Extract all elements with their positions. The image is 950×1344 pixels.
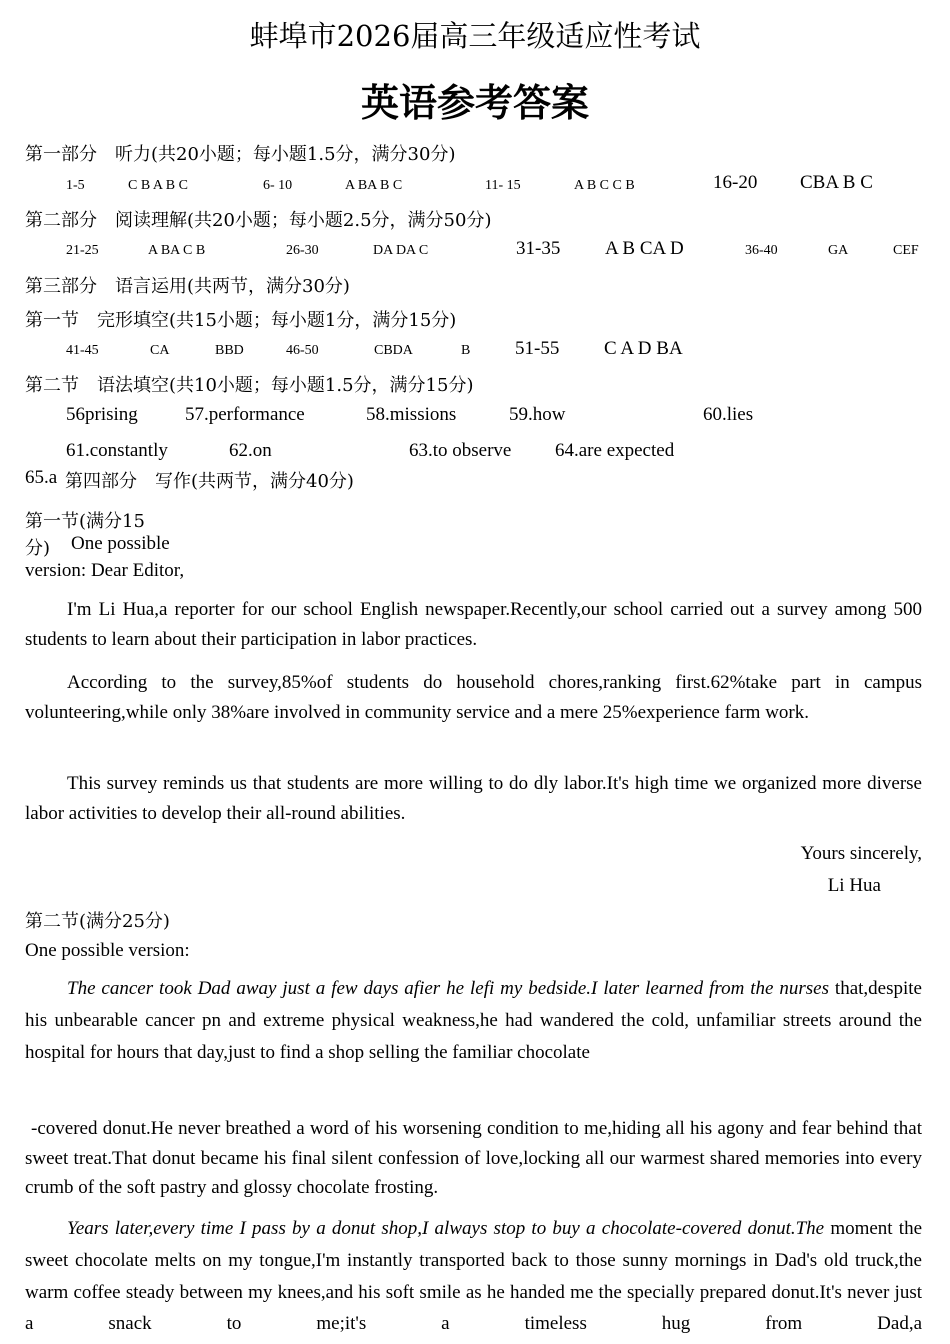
- story-paragraph: [25, 973, 922, 1068]
- answer-values: CBDA: [374, 343, 413, 358]
- answer-label: 26-30: [286, 243, 319, 258]
- part4-heading: 第四部分 写作(共两节，满分40分): [65, 471, 354, 492]
- grammar-answer: 65.a: [25, 467, 58, 488]
- grammar-answer: 59.how: [509, 404, 566, 425]
- version-label: One possible: [71, 533, 170, 554]
- story-paragraph: -covered donut.He never breathed a word of his worsening condition to me,hiding all his agony and fear behind that sweet treat.That donut became his final silent confession of love,locking all our warmest shared memories into every crumb of the soft pastry and glossy chocolate frosting.: [25, 1118, 922, 1198]
- grammar-answer: 63.to observe: [409, 440, 512, 461]
- answer-label: 51-55: [515, 338, 560, 359]
- grammar-answer: 58.missions: [366, 404, 457, 425]
- answer-label: 1-5: [66, 178, 85, 193]
- grammar-answer: 57.performance: [185, 404, 305, 425]
- story-text: that,despite his unbearable cancer pn and extreme physical weakness,he had wandered the cold, unfamiliar streets around the hospital for hours that day,just to find a shop selling the familiar chocolate: [25, 978, 922, 1063]
- answer-values: BBD: [215, 343, 244, 358]
- answer-values: A BA C B: [148, 243, 206, 258]
- part2-heading: 第二部分 阅读理解(共20小题；每小题2.5分，满分50分): [25, 210, 492, 231]
- letter-paragraph: According to the survey,85%of students do household chores,ranking first.62%take part in campus volunteering,while only 38%are involved in community service and a mere 25%experience farm work.: [25, 672, 922, 723]
- grammar-answer: 60.lies: [703, 404, 754, 425]
- part4-section1-heading-cont: 分): [25, 538, 51, 559]
- answer-values: A B CA D: [605, 238, 684, 259]
- story-text: moment the sweet chocolate melts on my tongue,I'm instantly transported back to those sunny mornings in Dad's old truck,the warm coffee steady between my knees,and his soft smile as he handed me the specially prepared donut.It's never just a snack to me;it's a timeless hug from Dad,a: [25, 1218, 923, 1335]
- answer-values: DA DA C: [373, 243, 429, 258]
- answer-values: CA: [150, 343, 170, 358]
- grammar-answer: 62.on: [229, 440, 272, 461]
- grammar-answer: 56prising: [66, 404, 138, 425]
- answer-label: 41-45: [66, 343, 99, 358]
- part4-section2-heading: 第二节(满分25分): [25, 911, 170, 932]
- part3-section1-heading: 第一节 完形填空(共15小题；每小题1分，满分15分): [25, 310, 457, 331]
- exam-title: 蚌埠市2026届高三年级适应性考试: [249, 19, 701, 53]
- answer-values: GA: [828, 243, 849, 258]
- letter-salutation: version: Dear Editor,: [25, 560, 185, 581]
- answer-label: 36-40: [745, 243, 778, 258]
- part4-section1-heading: 第一节(满分15: [25, 511, 145, 532]
- letter-closing: Yours sincerely,: [800, 843, 922, 864]
- letter-paragraph: This survey reminds us that students are more willing to do dly labor.It's high time we organized more diverse labor activities to develop their all-round abilities.: [25, 773, 922, 824]
- story-italic-opening: The cancer took Dad away just a few days afier he lefi my bedside.I later learned from the nurses: [67, 978, 829, 999]
- story-italic-opening: Years later,every time I pass by a donut shop,I always stop to buy a chocolate-covered donut.The: [67, 1218, 825, 1239]
- answer-label: 16-20: [713, 172, 758, 193]
- answer-values: CEF: [893, 243, 919, 258]
- answer-values: C B A B C: [128, 178, 188, 193]
- answer-values: C A D BA: [604, 338, 683, 359]
- answer-values: B: [461, 343, 471, 358]
- part3-section2-heading: 第二节 语法填空(共10小题；每小题1.5分，满分15分): [25, 375, 474, 396]
- story-paragraph: [25, 1213, 922, 1340]
- part1-heading: 第一部分 听力(共20小题；每小题1.5分，满分30分): [25, 144, 456, 165]
- answer-values: A B C C B: [574, 178, 635, 193]
- document-title: 英语参考答案: [360, 81, 589, 125]
- answer-label: 21-25: [66, 243, 99, 258]
- answer-label: 46-50: [286, 343, 319, 358]
- answer-label: 6- 10: [263, 178, 293, 193]
- answer-values: CBA B C: [800, 172, 873, 193]
- part3-heading: 第三部分 语言运用(共两节，满分30分): [25, 276, 350, 297]
- letter-paragraph: I'm Li Hua,a reporter for our school English newspaper.Recently,our school carried out a survey among 500 students to learn about their participation in labor practices.: [25, 599, 922, 650]
- answer-label: 31-35: [516, 238, 561, 259]
- answer-label: 11- 15: [485, 178, 521, 193]
- version-label: One possible version:: [25, 940, 190, 961]
- answer-values: A BA B C: [345, 178, 403, 193]
- grammar-answer: 64.are expected: [555, 440, 675, 461]
- grammar-answer: 61.constantly: [66, 440, 168, 461]
- letter-signature: Li Hua: [827, 875, 881, 896]
